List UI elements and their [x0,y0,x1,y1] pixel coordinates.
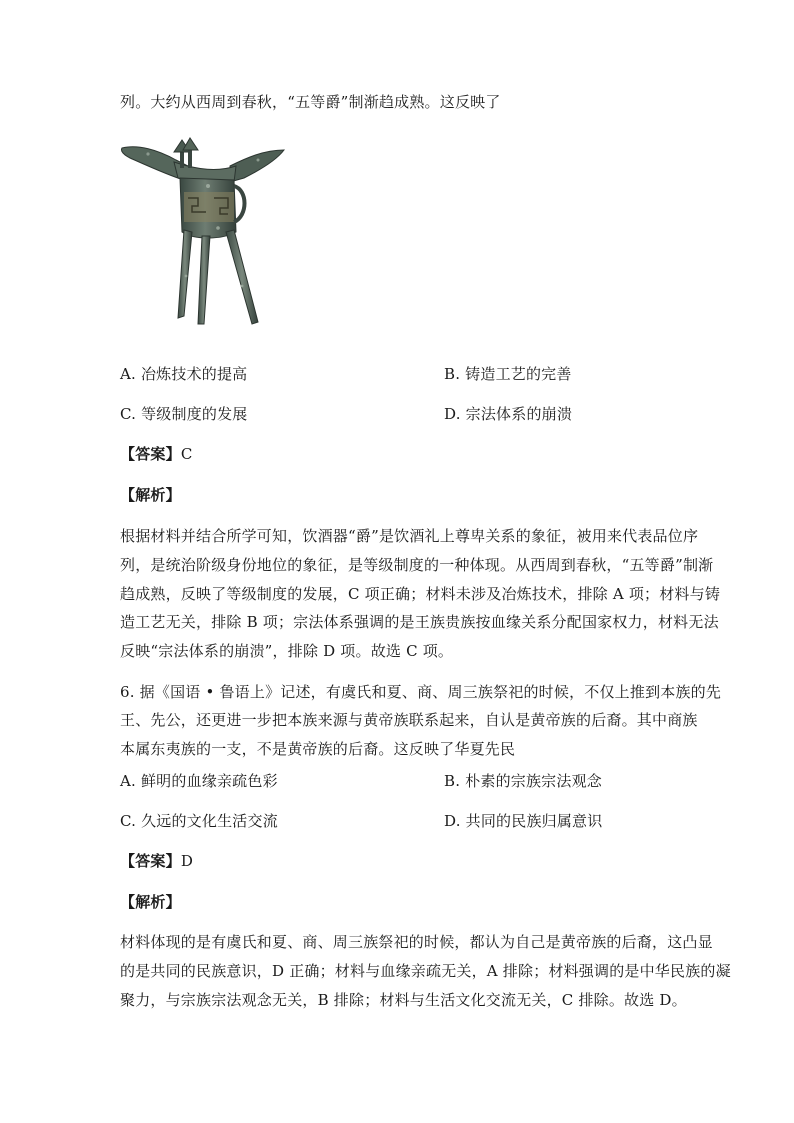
option-letter: A. [120,365,137,383]
answer-label: 【答案】 [120,852,181,870]
option-letter: C. [120,812,137,830]
question-stem-line: 王、先公，还更进一步把本族来源与黄帝族联系起来，自认是黄帝族的后裔。其中商族 [120,711,698,729]
analysis-line: 造工艺无关，排除 B 项；宗法体系强调的是王族贵族按血缘关系分配国家权力，材料无法 [120,613,719,631]
option-b [444,364,572,384]
option-text: 铸造工艺的完善 [465,365,572,383]
option-d [444,404,572,424]
answer-value: D [180,852,194,870]
option-letter: B. [444,772,461,790]
option-text: 朴素的宗族宗法观念 [465,772,602,790]
option-letter: A. [120,772,137,790]
option-text: 共同的民族归属意识 [465,812,603,830]
option-d [444,811,602,831]
analysis-line: 列，是统治阶级身份地位的象征，是等级制度的一种体现。从西周到春秋，“五等爵”制渐 [120,556,714,574]
analysis-line: 的是共同的民族意识，D 正确；材料与血缘亲疏无关，A 排除；材料强调的是中华民族的凝 [120,962,731,980]
option-a [120,771,278,791]
option-b [444,771,602,791]
option-letter: B. [444,365,461,383]
option-text: 宗法体系的崩溃 [465,405,573,423]
question-stem-tail: 列。大约从西周到春秋，“五等爵”制渐趋成熟。这反映了 [120,93,501,111]
answer-line [120,851,193,871]
option-letter: C. [120,405,137,423]
question-stem-line: 本属东夷族的一支，不是黄帝族的后裔。这反映了华夏先民 [120,740,516,758]
option-a [120,364,247,384]
option-text: 等级制度的发展 [141,405,248,423]
answer-label: 【答案】 [120,445,181,463]
option-letter: D. [444,812,461,830]
analysis-label: 【解析】 [120,893,181,911]
question-stem-line: 6. 据《国语 • 鲁语上》记述，有虞氏和夏、商、周三族祭祀的时候，不仅上推到本族的先 [120,683,722,701]
option-letter: D. [444,405,461,423]
answer-line [120,444,193,464]
analysis-label: 【解析】 [120,486,181,504]
option-c [120,811,278,831]
answer-value: C [180,445,193,463]
analysis-line: 聚力，与宗族宗法观念无关，B 排除；材料与生活文化交流无关，C 排除。故选 D。 [120,991,687,1009]
option-text: 久远的文化生活交流 [141,812,278,830]
bronze-jue-vessel-image [118,136,290,342]
option-text: 冶炼技术的提高 [140,365,248,383]
option-c [120,404,248,424]
analysis-line: 反映“宗法体系的崩溃”，排除 D 项。故选 C 项。 [120,642,454,660]
analysis-line: 趋成熟，反映了等级制度的发展，C 项正确；材料未涉及冶炼技术，排除 A 项；材料与铸 [120,585,721,603]
analysis-line: 材料体现的是有虞氏和夏、商、周三族祭祀的时候，都认为自己是黄帝族的后裔，这凸显 [120,933,713,951]
option-text: 鲜明的血缘亲疏色彩 [140,772,278,790]
analysis-line: 根据材料并结合所学可知，饮酒器“爵”是饮酒礼上尊卑关系的象征，被用来代表品位序 [120,527,699,545]
